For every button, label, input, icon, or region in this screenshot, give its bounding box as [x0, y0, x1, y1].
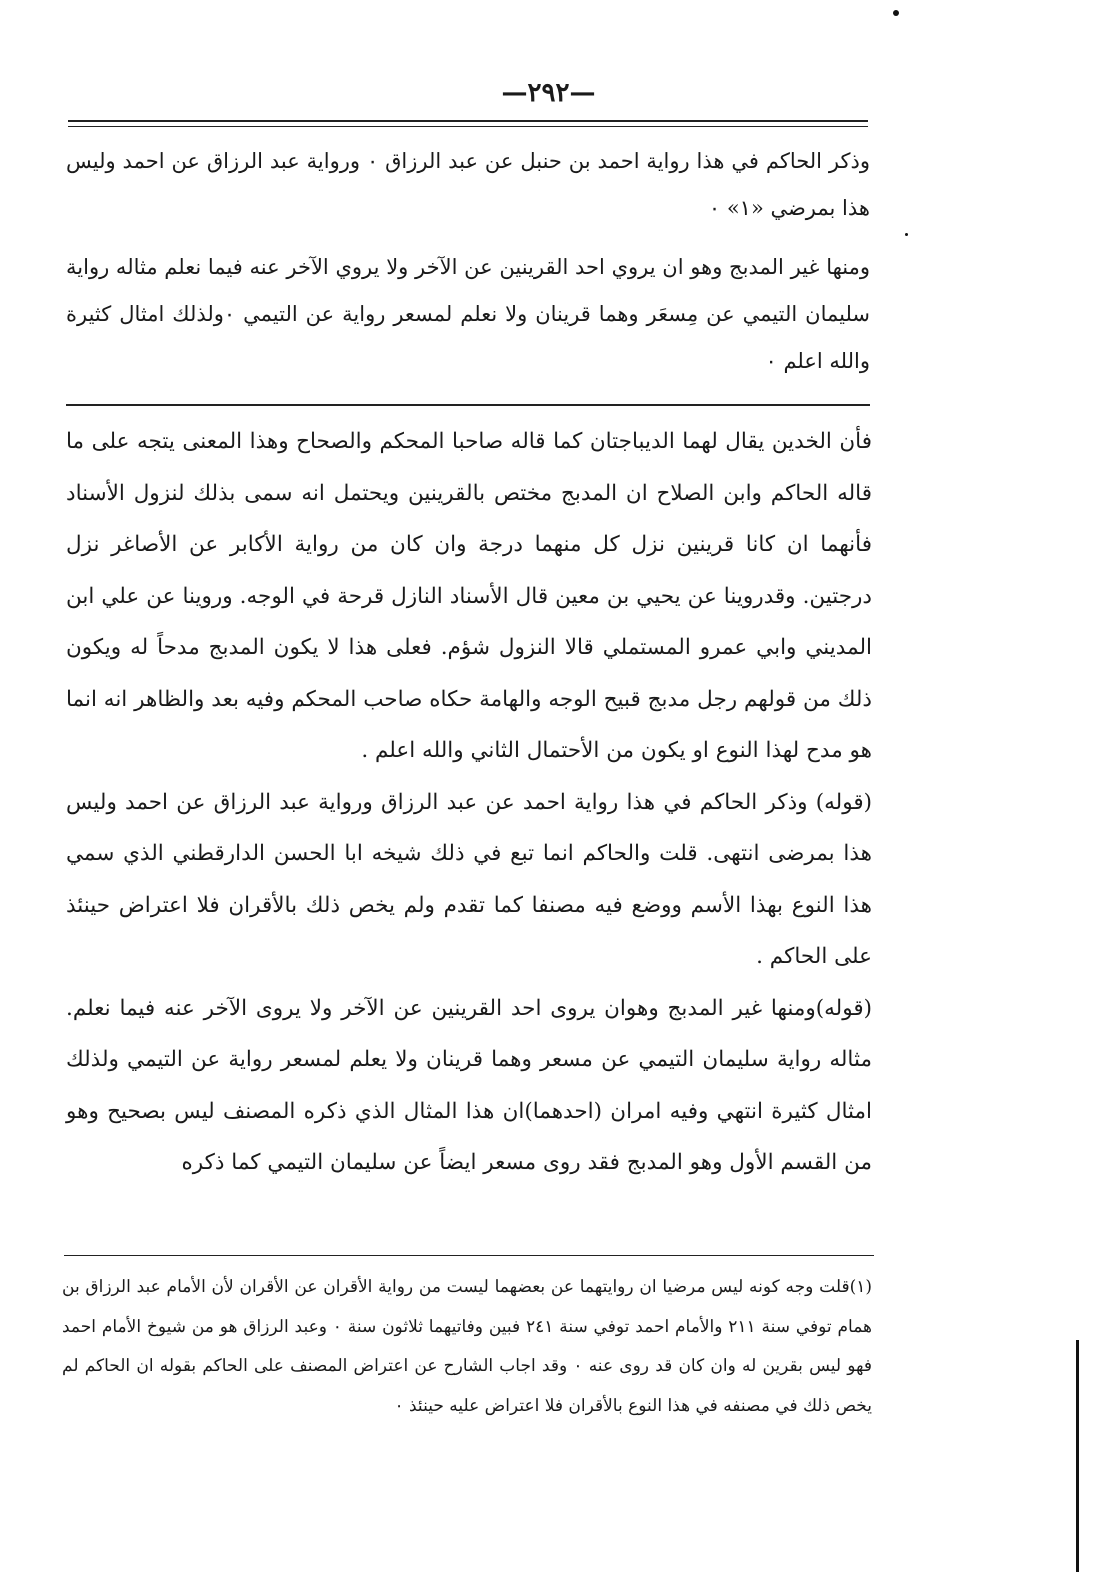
footnote-section — [62, 1268, 872, 1426]
scan-speck — [905, 233, 908, 236]
commentary-paragraph: (قوله) وذكر الحاكم في هذا رواية احمد عن عبد الرزاق ورواية عبد الرزاق عن احمد وليس هذا بمرضى انتهى. قلت والحاكم انما تبع في ذلك شيخه ابا الحسن الدارقطني الذي سمي هذا النوع بهذا الأسم ووضع فيه مصنفا كما تقدم ولم يخص ذلك بالأقران فلا اعتراض حينئذ على الحاكم . — [66, 789, 873, 969]
main-paragraph: وذكر الحاكم في هذا رواية احمد بن حنبل عن عبد الرزاق ٠ ورواية عبد الرزاق عن احمد وليس هذا بمرضي «١» ٠ — [66, 149, 870, 220]
scan-speck — [893, 10, 899, 16]
scan-edge-line — [1076, 1340, 1079, 1572]
header-rule-thin — [68, 126, 868, 127]
commentary-paragraph: (قوله)ومنها غير المدبج وهوان يروى احد القرينين عن الآخر ولا يروى الآخر عنه فيما نعلم. مثاله رواية سليمان التيمي عن مسعر وهما قرينان ولا يعلم لمسعر رواية عن التيمي ولذلك امثال كثيرة انتهي وفيه امران (احدهما)ان هذا المثال الذي ذكره المصنف ليس بصحيح وهو من القسم الأول وهو المدبج فقد روى مسعر ايضاً عن سليمان التيمي كما ذكره — [66, 995, 872, 1175]
commentary-paragraph: فأن الخدين يقال لهما الديباجتان كما قاله صاحبا المحكم والصحاح وهذا المعنى يتجه على ما قاله الحاكم وابن الصلاح ان المدبج مختص بالقرينين ويحتمل انه سمى بذلك لنزول الأسناد فأنهما ان كانا قرينين نزل كل منهما درجة وان كان من رواية الأكابر عن الأصاغر نزل درجتين. وقدروينا عن يحيي بن معين قال الأسناد النازل قرحة في الوجه. وروينا عن علي ابن المديني وابي عمرو المستملي قالا النزول شؤم. فعلى هذا لا يكون المدبج مدحاً له ويكون ذلك من قولهم رجل مدبج قبيح الوجه والهامة حكاه صاحب المحكم وفيه بعد والظاهر انه انما هو مدح لهذا النوع او يكون من الأحتمال الثاني والله اعلم . — [66, 429, 872, 763]
commentary-section — [66, 416, 872, 1189]
main-text-section — [66, 138, 870, 385]
section-divider — [66, 404, 870, 406]
footnote-text: (١)قلت وجه كونه ليس مرضيا ان روايتهما عن بعضهما ليست من رواية الأقران عن الأقران لأن الأمام عبد الرزاق بن همام توفي سنة ٢١١ والأمام احمد توفي سنة ٢٤١ فبين وفاتيهما ثلاثون سنة ٠ وعبد الرزاق هو من شيوخ الأمام احمد فهو ليس بقرين له وان كان قد روى عنه ٠ وقد اجاب الشارح عن اعتراض المصنف على الحاكم بقوله ان الحاكم لم يخص ذلك في مصنفه في هذا النوع بالأقران فلا اعتراض عليه حينئذ ٠ — [62, 1277, 872, 1416]
footnote-divider — [64, 1255, 874, 1256]
header-rule-thick — [68, 120, 868, 122]
page-number: —٢٩٢— — [501, 78, 596, 108]
main-paragraph: ومنها غير المدبج وهو ان يروي احد القرينين عن الآخر ولا يروي الآخر عنه فيما نعلم مثاله رواية سليمان التيمي عن مِسعَر وهما قرينان ولا نعلم لمسعر رواية عن التيمي ٠ولذلك امثال كثيرة والله اعلم ٠ — [66, 255, 870, 373]
